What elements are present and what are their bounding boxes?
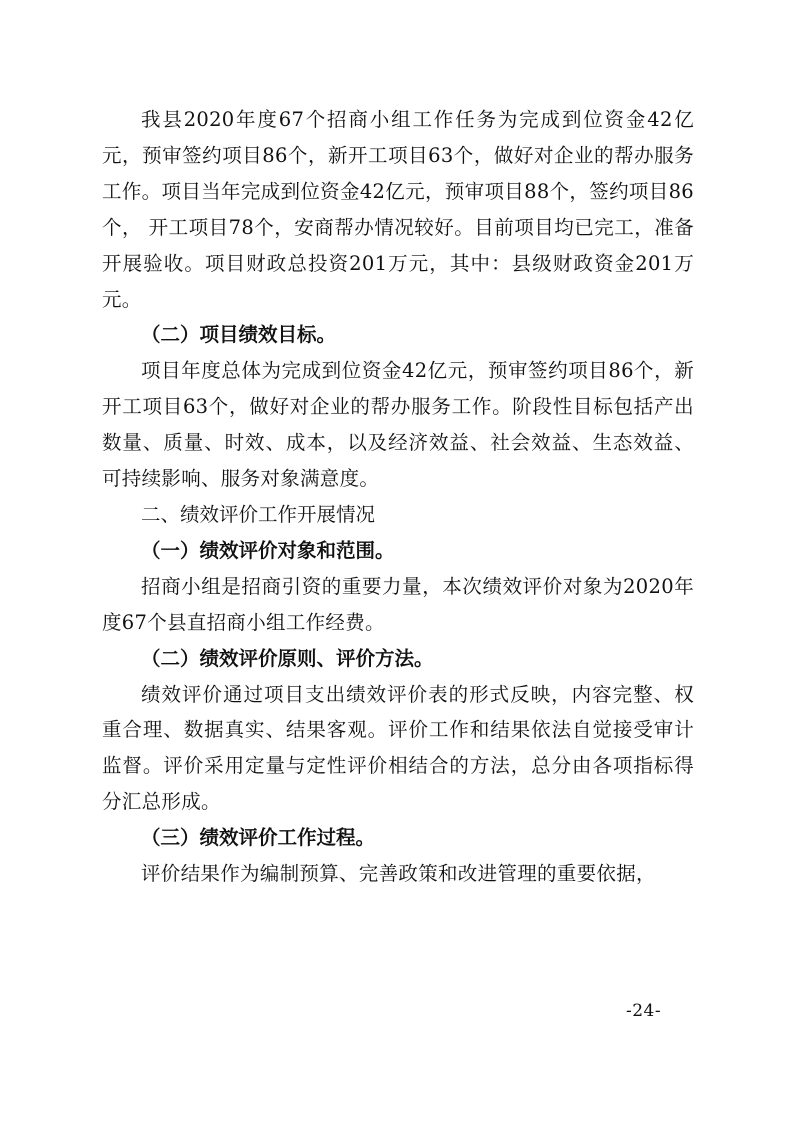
heading-evaluation-methods: （二）绩效评价原则、评价方法。 [141, 646, 434, 670]
paragraph-evaluation-scope: 招商小组是招商引资的重要力量，本次绩效评价对象为2020年度67个县直招商小组工作经费。 [102, 574, 694, 634]
paragraph-project-overview: 我县2020年度67个招商小组工作任务为完成到位资金42亿元，预审签约项目86个，新开工项目63个，做好对企业的帮办服务工作。项目当年完成到位资金42亿元，预审项目88个，签约项目86个， 开工项目78个，安商帮办情况较好。目前项目均已完工，准备开展验收。项目财政总投资201万元，其中：县级财政资金201万元。 [102, 108, 694, 311]
section-heading-evaluation: 二、绩效评价工作开展情况 [141, 502, 376, 526]
page-number: -24- [626, 1001, 662, 1021]
document-body [102, 102, 694, 892]
heading-performance-goals: （二）项目绩效目标。 [141, 323, 337, 347]
paragraph-evaluation-process: 评价结果作为编制预算、完善政策和改进管理的重要依据， [141, 862, 656, 886]
heading-evaluation-process: （三）绩效评价工作过程。 [141, 826, 376, 850]
paragraph-evaluation-methods: 绩效评价通过项目支出绩效评价表的形式反映，内容完整、权重合理、数据真实、结果客观。评价工作和结果依法自觉接受审计监督。评价采用定量与定性评价相结合的方法，总分由各项指标得分汇总形成。 [102, 682, 694, 814]
heading-evaluation-scope: （一）绩效评价对象和范围。 [141, 538, 395, 562]
paragraph-performance-goals: 项目年度总体为完成到位资金42亿元，预审签约项目86个，新开工项目63个，做好对企业的帮办服务工作。阶段性目标包括产出数量、质量、时效、成本，以及经济效益、社会效益、生态效益、可持续影响、服务对象满意度。 [102, 359, 694, 491]
